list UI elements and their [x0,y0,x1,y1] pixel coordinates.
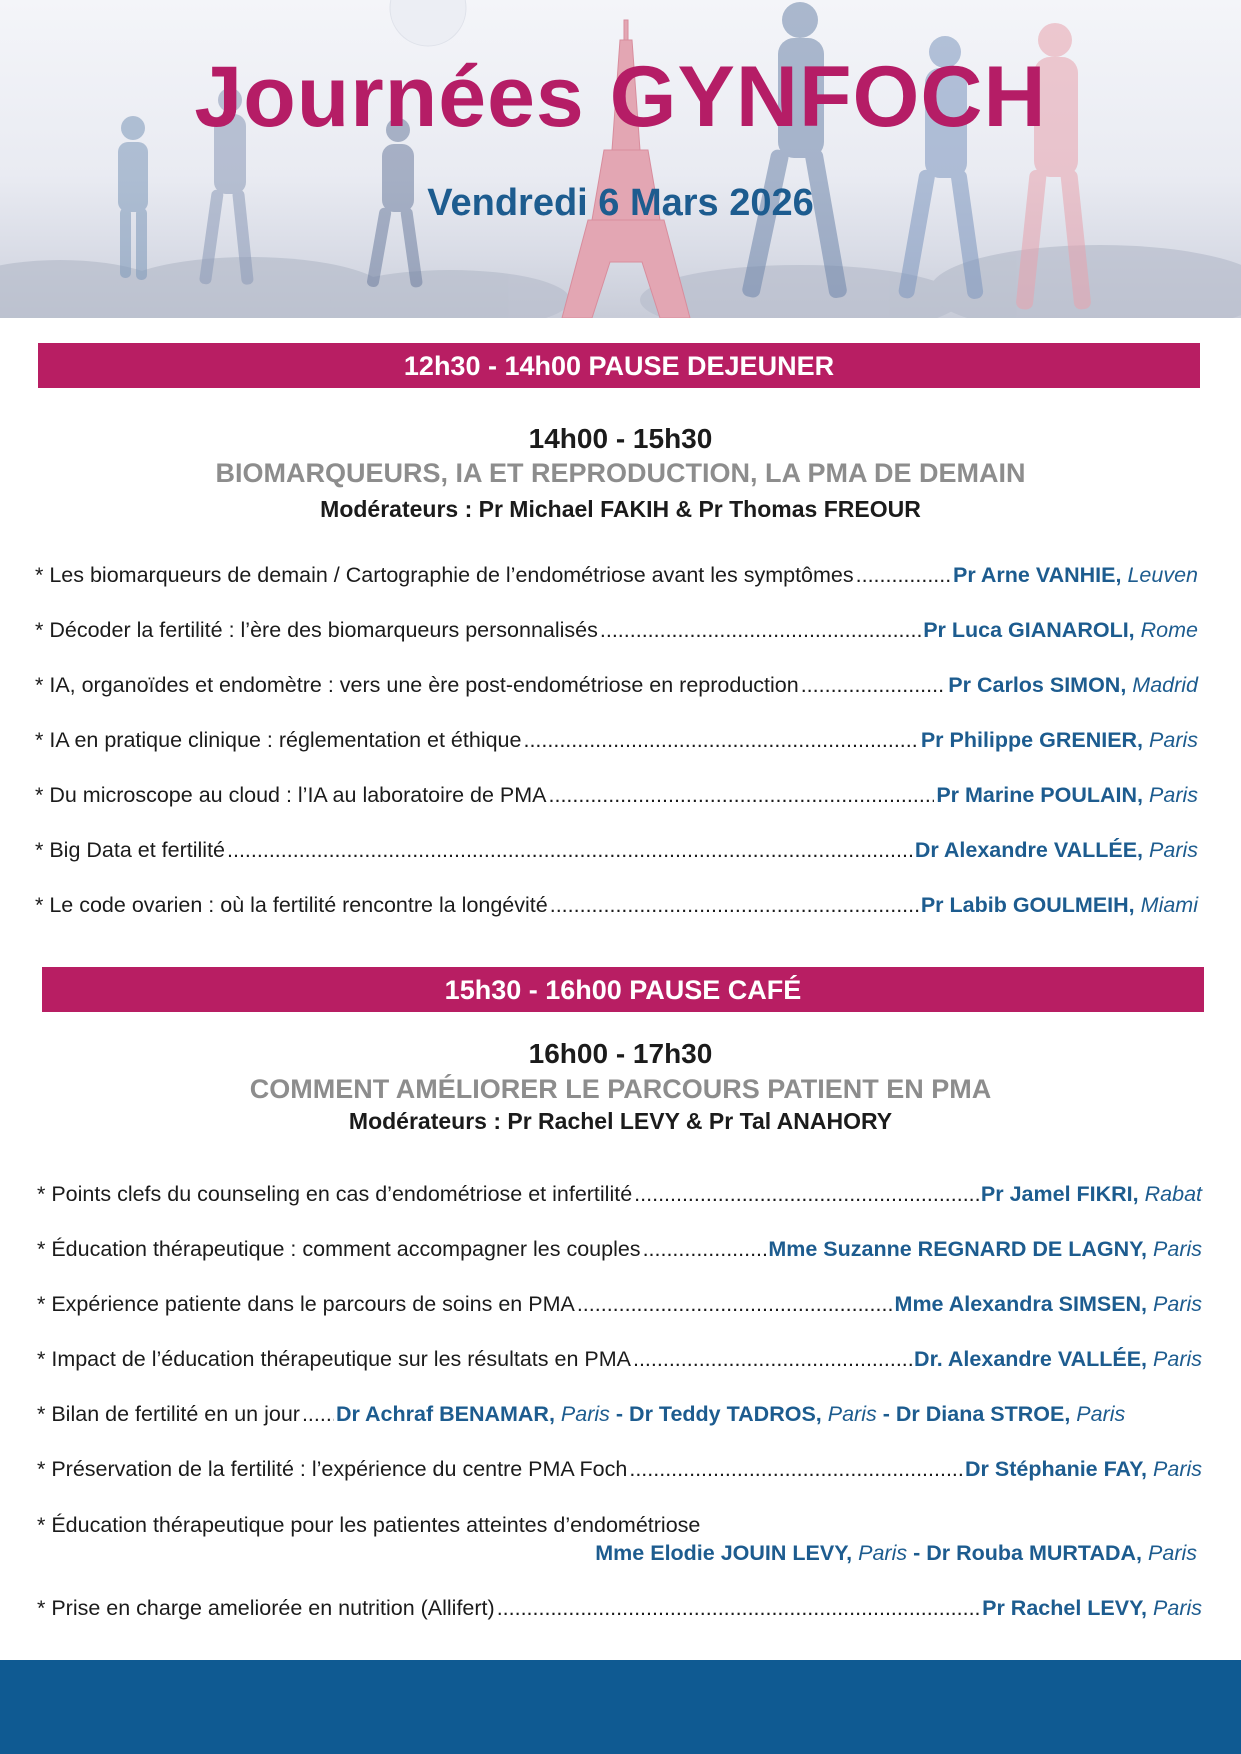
speaker-name: Dr Teddy TADROS, [629,1402,822,1426]
talk-topic: * Prise en charge ameliorée en nutrition (Allifert) [37,1596,495,1620]
session-moderators: Modérateurs : Pr Michael FAKIH & Pr Thomas FREOUR [320,496,921,522]
speaker-name: Dr Diana STROE, [895,1402,1071,1426]
talk-row [35,893,1198,921]
leader-dots [227,838,913,863]
talk-row [35,838,1198,866]
speaker-name: Dr. Alexandre VALLÉE, [914,1347,1148,1371]
speaker-name: Pr Philippe GRENIER, [920,728,1144,752]
session-1-header [0,423,1241,455]
footer-bar [0,1660,1241,1754]
speaker-name: Pr Luca GIANAROLI, [923,618,1135,642]
leader-dots [600,618,921,643]
session-time: 14h00 - 15h30 [528,423,713,454]
speaker-city: Paris [1153,1237,1202,1261]
leader-dots [634,1182,979,1207]
speaker-city: Paris [827,1402,877,1426]
speaker-city: Miami [1140,893,1198,917]
decor-bubble [390,0,466,46]
talk-topic: * Les biomarqueurs de demain / Cartographie de l’endométriose avant les symptômes [35,563,854,587]
speaker-city: Leuven [1127,563,1198,587]
speaker-city: Paris [1153,1457,1202,1481]
session-title: COMMENT AMÉLIORER LE PARCOURS PATIENT EN PMA [249,1074,992,1104]
speaker-name: Pr Labib GOULMEIH, [920,893,1135,917]
talk-row [37,1182,1202,1210]
lunch-break-banner: 12h30 - 14h00 PAUSE DEJEUNER [38,343,1200,388]
leader-dots [629,1457,963,1482]
event-date: Vendredi 6 Mars 2026 [427,182,814,224]
talk-topic: * IA en pratique clinique : réglementation et éthique [35,728,522,752]
talk-row [37,1402,1202,1430]
speaker-separator: - [882,1402,890,1426]
talk-topic: * Du microscope au cloud : l’IA au laboratoire de PMA [35,783,547,807]
speaker-city: Madrid [1132,673,1198,697]
talk-topic: * IA, organoïdes et endomètre : vers une ère post-endométriose en reproduction [35,673,799,697]
talk-speakers-row [37,1541,1197,1569]
speaker-name: Mme Suzanne REGNARD DE LAGNY, [768,1237,1148,1261]
talk-row [37,1596,1202,1624]
speaker-name: Mme Alexandra SIMSEN, [894,1292,1148,1316]
speaker-name: Pr Arne VANHIE, [953,563,1122,587]
speaker-city: Rabat [1144,1182,1202,1206]
speaker-name: Dr Stéphanie FAY, [965,1457,1148,1481]
talk-row [37,1457,1202,1485]
speaker-name: Mme Elodie JOUIN LEVY, [595,1541,853,1565]
talk-topic: * Décoder la fertilité : l’ère des biomarqueurs personnalisés [35,618,598,642]
session-moderators: Modérateurs : Pr Rachel LEVY & Pr Tal ANAHORY [348,1108,893,1134]
speaker-city: Paris [1149,728,1198,752]
leader-dots [497,1596,980,1621]
session-2-header [0,1038,1241,1070]
speaker-separator: - [615,1402,624,1426]
leader-dots [302,1402,334,1427]
speaker-city: Paris [560,1402,610,1426]
speaker-name: Pr Marine POULAIN, [936,783,1144,807]
speaker-name: Dr Rouba MURTADA, [926,1541,1143,1565]
leader-dots [577,1292,893,1317]
talk-row [35,783,1198,811]
leader-dots [856,563,951,588]
leader-dots [801,673,947,698]
talk-topic: * Éducation thérapeutique pour les patientes atteintes d’endométriose [37,1513,701,1537]
talk-topic: * Bilan de fertilité en un jour [37,1402,300,1426]
talk-topic: * Points clefs du counseling en cas d’endométriose et infertilité [37,1182,633,1206]
talk-topic: * Impact de l’éducation thérapeutique sur les résultats en PMA [37,1347,631,1371]
leader-dots [550,893,919,918]
speaker-city: Paris [1076,1402,1126,1426]
speaker-city: Paris [1148,1541,1197,1565]
leader-dots [633,1347,912,1372]
speaker-name: Dr Alexandre VALLÉE, [914,838,1144,862]
talk-row [35,673,1198,701]
speaker-name: Pr Rachel LEVY, [982,1596,1148,1620]
leader-dots [549,783,935,808]
leader-dots [523,728,918,753]
speaker-name: Pr Jamel FIKRI, [980,1182,1139,1206]
leader-dots [643,1237,767,1262]
speaker-city: Paris [858,1541,908,1565]
speaker-separator: - [913,1541,921,1565]
speaker-city: Paris [1153,1292,1202,1316]
talk-topic: * Le code ovarien : où la fertilité rencontre la longévité [35,893,548,917]
talk-row [35,728,1198,756]
event-title: Journées GYNFOCH [194,49,1047,145]
talk-topic: * Expérience patiente dans le parcours de soins en PMA [37,1292,575,1316]
talk-row [35,563,1198,591]
speaker-city: Rome [1140,618,1198,642]
talk-topic: * Éducation thérapeutique : comment accompagner les couples [37,1237,641,1261]
speaker-name: Dr Achraf BENAMAR, [335,1402,555,1426]
speaker-city: Paris [1149,838,1198,862]
talk-row [35,618,1198,646]
talk-topic: * Préservation de la fertilité : l’expérience du centre PMA Foch [37,1457,628,1481]
speaker-name: Pr Carlos SIMON, [948,673,1127,697]
coffee-break-banner: 15h30 - 16h00 PAUSE CAFÉ [42,967,1204,1012]
talk-row [37,1237,1202,1265]
speaker-city: Paris [1153,1347,1202,1371]
session-title: BIOMARQUEURS, IA ET REPRODUCTION, LA PMA DE DEMAIN [215,458,1026,488]
talk-row [37,1292,1202,1320]
session-time: 16h00 - 17h30 [528,1038,713,1069]
header-banner [0,0,1241,318]
figure-4 [741,2,848,299]
talk-topic-row [37,1513,1202,1541]
talk-row [37,1347,1202,1375]
speaker-city: Paris [1153,1596,1202,1620]
talk-topic: * Big Data et fertilité [35,838,226,862]
speaker-city: Paris [1149,783,1198,807]
